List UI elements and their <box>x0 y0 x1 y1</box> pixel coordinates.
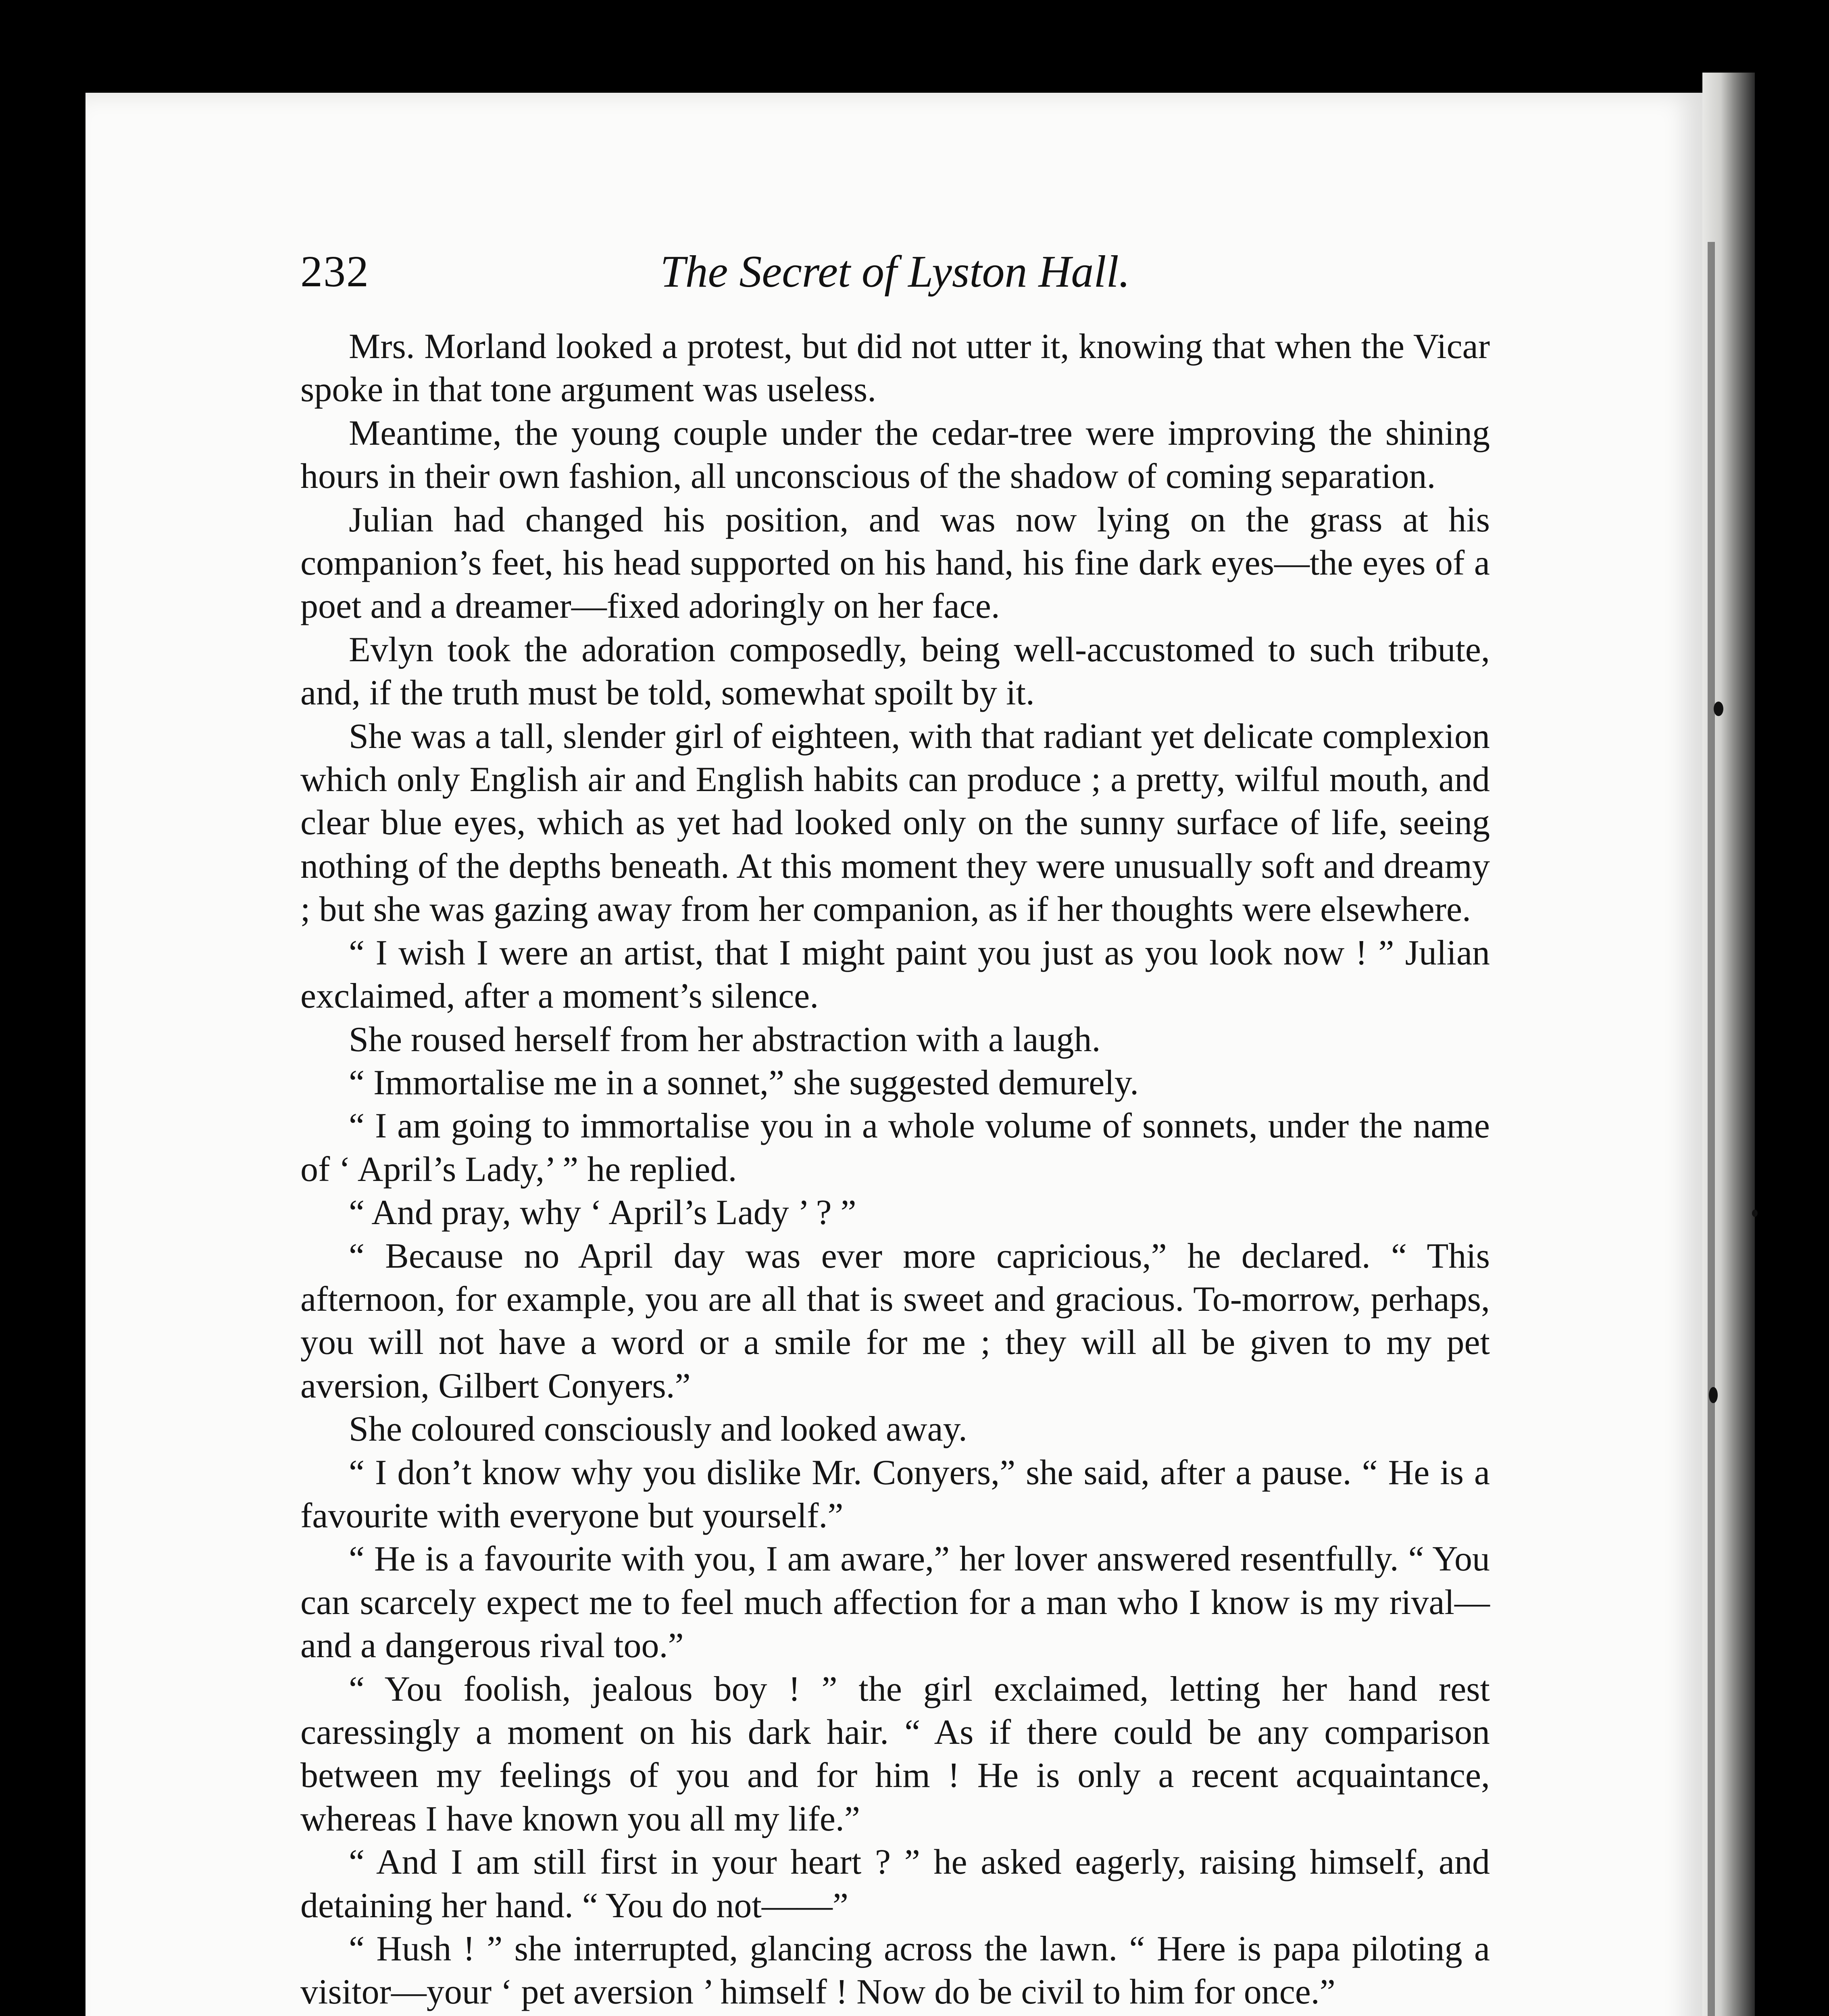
paragraph: Julian had changed his position, and was now lying on the grass at his companion’s feet, his head supported on his hand, his fine dark eyes—the eyes of a poet and a dreamer—fixed adoringly on her face. <box>300 500 1490 626</box>
paragraph: She was a tall, slender girl of eighteen, with that radiant yet delicate complexion which only English air and English habits can produce ; a pretty, wilful mouth, and clear blue eyes, which as yet had looked only on the sunny surface of life, seeing nothing of the depths beneath. At this moment they were unusually soft and dreamy ; but she was gazing away from her companion, as if her thoughts were elsewhere. <box>300 716 1490 929</box>
paragraph: “ You foolish, jealous boy ! ” the girl exclaimed, letting her hand rest caressingly a moment on his dark hair. “ As if there could be any comparison between my feelings of you and for him ! He is only a recent acquaintance, whereas I have known you all my life.” <box>300 1669 1490 1839</box>
paragraph: Meantime, the young couple under the cedar-tree were improving the shining hours in their own fashion, all unconscious of the shadow of coming separation. <box>300 413 1490 496</box>
gutter-shadow <box>1708 242 1715 2016</box>
paragraph: Evlyn took the adoration composedly, being well-accustomed to such tribute, and, if the truth must be told, somewhat spoilt by it. <box>300 630 1490 713</box>
paragraph: “ I don’t know why you dislike Mr. Conyers,” she said, after a pause. “ He is a favourite with everyone but yourself.” <box>300 1453 1490 1535</box>
running-title: The Secret of Lyston Hall. <box>660 247 1130 297</box>
paragraph: “ Immortalise me in a sonnet,” she suggested demurely. <box>349 1063 1139 1102</box>
paragraph: “ He is a favourite with you, I am aware,” her lover answered resentfully. “ You can scarcely expect me to feel much affection for a man who I know is my rival—and a dangerous rival too.” <box>300 1539 1490 1666</box>
page-header <box>300 238 1490 298</box>
paragraph: “ And I am still first in your heart ? ” he asked eagerly, raising himself, and detaining her hand. “ You do not——” <box>300 1843 1490 1925</box>
ink-speck <box>1709 1387 1718 1403</box>
paragraph: “ And pray, why ‘ April’s Lady ’ ? ” <box>349 1193 856 1233</box>
paragraph: “ I am going to immortalise you in a whole volume of sonnets, under the name of ‘ April’s Lady,’ ” he replied. <box>300 1106 1490 1189</box>
paragraph <box>300 2014 1490 2016</box>
ink-speck <box>1714 702 1723 716</box>
paragraph: She roused herself from her abstraction with a laugh. <box>349 1020 1101 1059</box>
ink-speck <box>1752 1210 1758 1217</box>
paragraph: She coloured consciously and looked away. <box>349 1410 967 1449</box>
page-body <box>300 325 1490 2016</box>
paragraph: “ Hush ! ” she interrupted, glancing across the lawn. “ Here is papa piloting a visitor—your ‘ pet aversion ’ himself ! Now do be civil to him for once.” <box>300 1929 1490 2012</box>
page-number: 232 <box>300 247 369 296</box>
paragraph: “ I wish I were an artist, that I might paint you just as you look now ! ” Julian exclaimed, after a moment’s silence. <box>300 933 1490 1016</box>
paragraph: “ Because no April day was ever more capricious,” he declared. “ This afternoon, for example, you are all that is sweet and gracious. To-morrow, perhaps, you will not have a word or a smile for me ; they will all be given to my pet aversion, Gilbert Conyers.” <box>300 1236 1490 1406</box>
paragraph: Mrs. Morland looked a protest, but did not utter it, knowing that when the Vicar spoke in that tone argument was useless. <box>300 327 1490 410</box>
